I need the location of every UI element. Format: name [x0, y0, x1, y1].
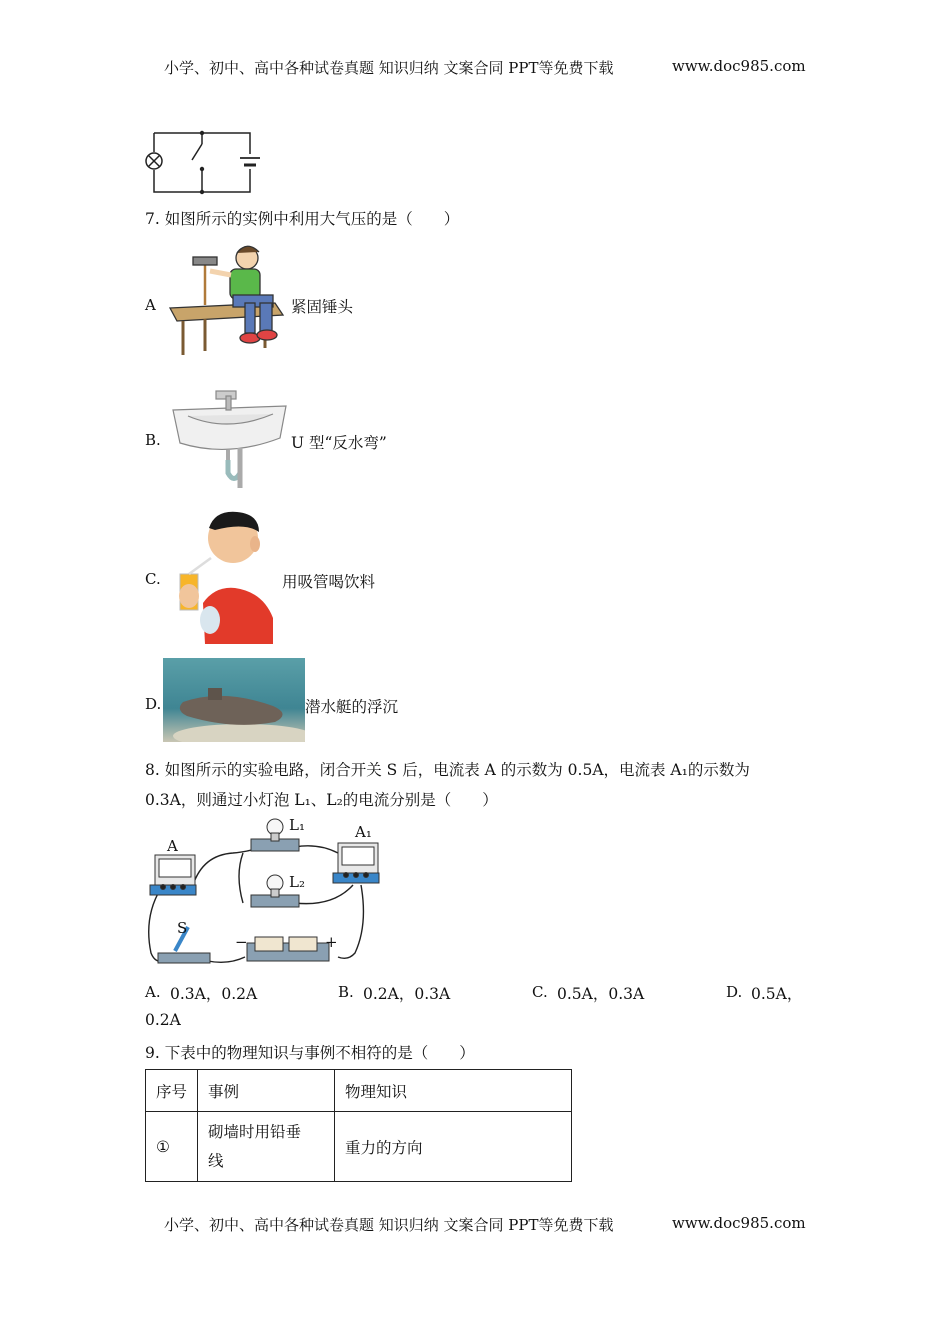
ammeter-a-label: A: [167, 837, 178, 855]
bulb-l1-label: L₁: [289, 816, 305, 834]
table-header-cell: 序号: [146, 1070, 198, 1112]
q8-option-d-text: 0.5A，: [751, 985, 803, 1003]
q7-option-d-text: 潜水艇的浮沉: [305, 698, 399, 716]
ammeter-a1-label: A₁: [355, 823, 372, 841]
q8-option-d-text-wrap: 0.2A: [145, 1011, 181, 1029]
table-cell-num: ①: [146, 1112, 198, 1182]
q8-option-a-text: 0.3A，0.2A: [170, 985, 258, 1003]
header-text: 小学、初中、高中各种试卷真题 知识归纳 文案合同 PPT等免费下载: [164, 59, 614, 77]
q8-option-d-letter[interactable]: D.: [726, 983, 743, 1001]
switch-s-label: S: [177, 919, 188, 937]
table-cell-example: [198, 1112, 335, 1182]
table-header-row: [146, 1070, 572, 1112]
header-url[interactable]: www.doc985.com: [672, 57, 806, 75]
child-drinking-straw-image: [175, 508, 275, 644]
table-row: [146, 1112, 572, 1182]
q8-stem-line1: 8. 如图所示的实验电路，闭合开关 S 后，电流表 A 的示数为 0.5A，电流表 A₁的示数为: [145, 761, 750, 779]
parallel-circuit-figure: [143, 815, 388, 970]
battery-minus-label: −: [235, 933, 248, 951]
q8-option-b-text: 0.2A，0.3A: [363, 985, 451, 1003]
table-header-cell: 物理知识: [335, 1070, 572, 1112]
table-cell-knowledge: 重力的方向: [335, 1112, 572, 1182]
table-header-cell: 事例: [198, 1070, 335, 1112]
footer-url[interactable]: www.doc985.com: [672, 1214, 806, 1232]
q7-option-d-letter[interactable]: D.: [145, 695, 162, 713]
q7-option-b-letter[interactable]: B.: [145, 431, 161, 449]
q7-option-c-text: 用吸管喝饮料: [282, 573, 376, 591]
q7-option-b-text: U 型“反水弯”: [291, 434, 387, 452]
footer-text: 小学、初中、高中各种试卷真题 知识归纳 文案合同 PPT等免费下载: [164, 1216, 614, 1234]
example-line1: 砌墙时用铅垂: [208, 1122, 302, 1141]
q7-option-a-text: 紧固锤头: [291, 298, 354, 316]
q8-stem-line2: 0.3A，则通过小灯泡 L₁、L₂的电流分别是（ ）: [145, 791, 498, 809]
q8-option-a-letter[interactable]: A.: [145, 983, 161, 1001]
sink-u-trap-image: [168, 388, 290, 493]
q8-option-c-text: 0.5A，0.3A: [557, 985, 645, 1003]
q9-stem: 9. 下表中的物理知识与事例不相符的是（ ）: [145, 1044, 475, 1062]
hammer-boy-image: [165, 243, 290, 358]
q8-option-b-letter[interactable]: B.: [338, 983, 354, 1001]
bulb-l2-label: L₂: [289, 873, 305, 891]
submarine-image: [163, 658, 305, 742]
parallel-circuit-drawing: [143, 815, 388, 970]
q7-option-a-letter[interactable]: A: [145, 296, 156, 314]
q7-stem: 7. 如图所示的实例中利用大气压的是（ ）: [145, 210, 460, 228]
q8-option-c-letter[interactable]: C.: [532, 983, 548, 1001]
q9-table: [145, 1069, 572, 1182]
q7-option-c-letter[interactable]: C.: [145, 570, 161, 588]
battery-plus-label: +: [325, 933, 338, 951]
example-line2: 线: [208, 1151, 224, 1170]
series-circuit-diagram: [140, 128, 265, 198]
